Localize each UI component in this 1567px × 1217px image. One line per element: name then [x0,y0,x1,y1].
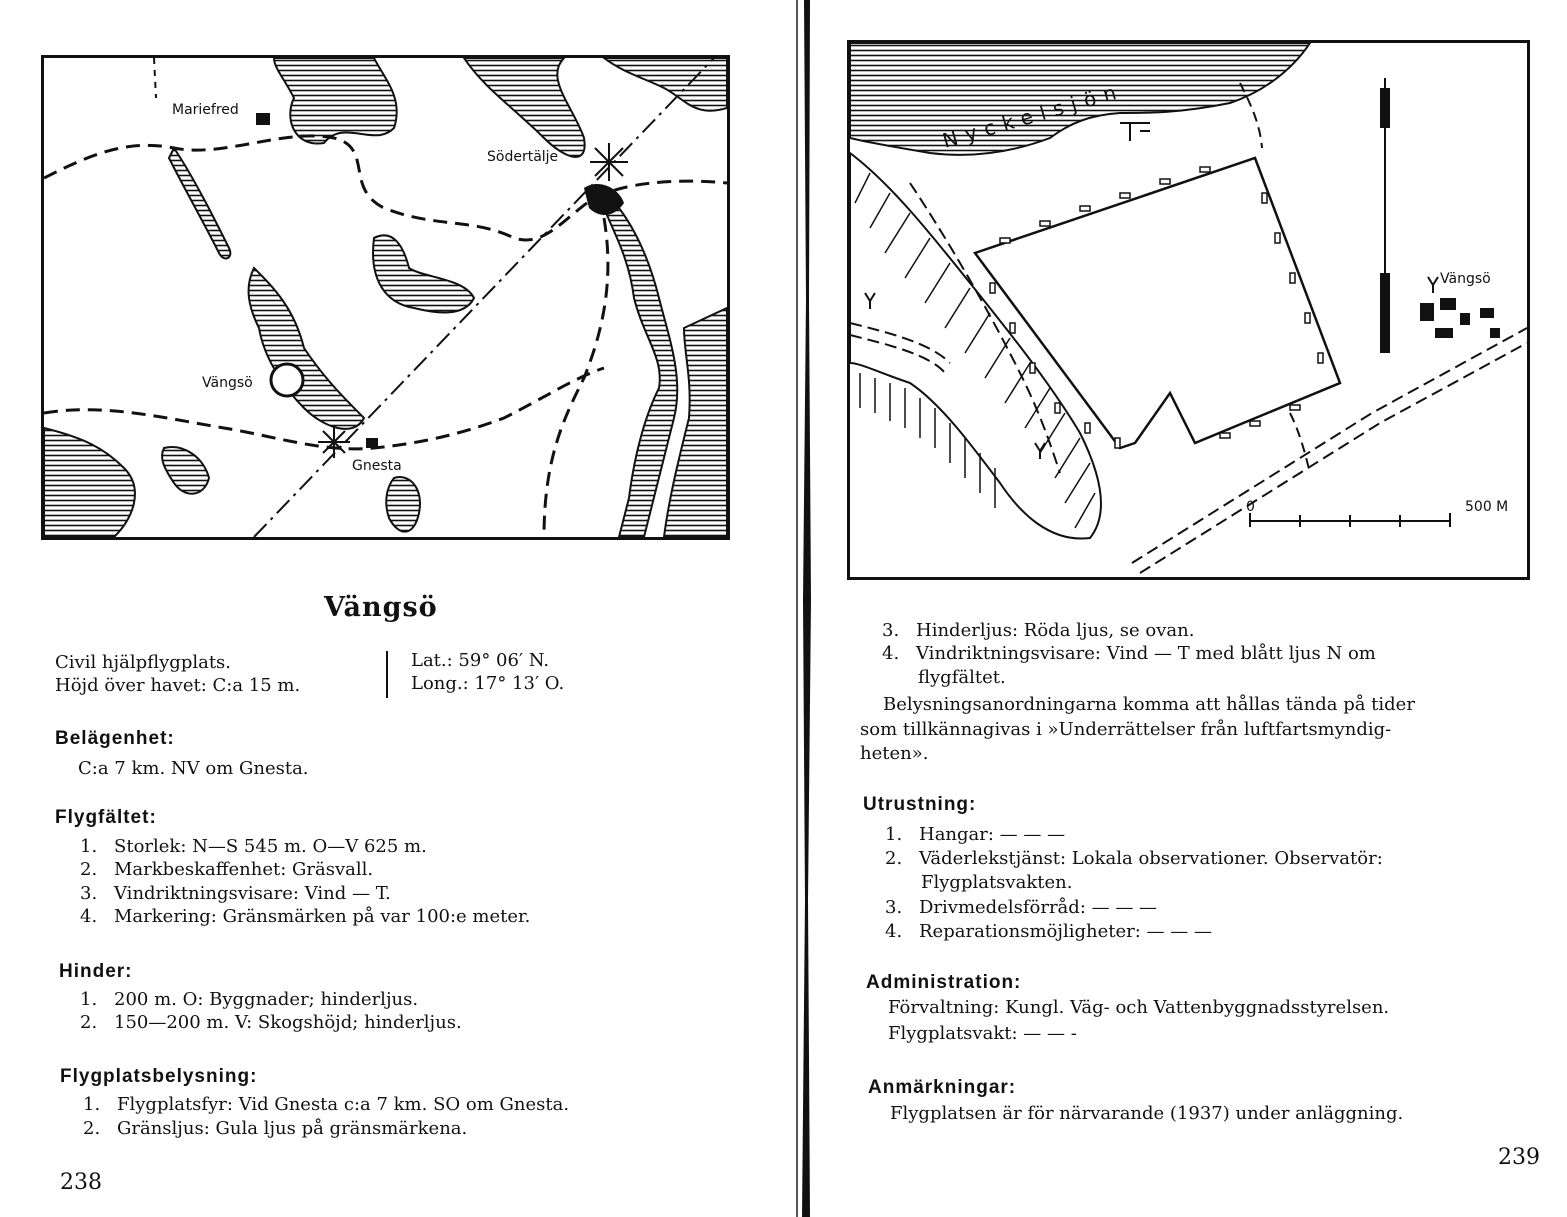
info-type: Civil hjälpflygplats. [55,652,232,673]
anmarkningar-text: Flygplatsen är för närvarande (1937) under anläggning. [890,1103,1404,1124]
item-number: 2. [80,859,98,880]
airfield-map-drawing [850,43,1527,577]
item-text: 150—200 m. V: Skogshöjd; hinderljus. [114,1012,462,1033]
belysning-item [882,620,1194,642]
scale-end-label: 500 M [1465,499,1509,515]
hinder-item [80,989,418,1011]
book-gutter [792,0,822,1217]
hinder-item [80,1012,462,1034]
item-number: 3. [882,620,900,641]
item-number: 1. [80,989,98,1010]
item-number: 1. [885,824,903,845]
item-number: 3. [885,897,903,918]
item-number: 2. [83,1118,101,1139]
belysning-item [882,643,1376,665]
item-text: Flygplatsfyr: Vid Gnesta c:a 7 km. SO om Gnesta. [117,1094,570,1115]
belysning-item4-continuation: flygfältet. [918,667,1006,688]
map-label-sodertalje: Södertälje [487,149,559,165]
item-text: Drivmedelsförråd: — — — [919,897,1158,918]
regional-map-drawing [44,58,727,537]
utrustning-item [885,897,1157,919]
regional-map [41,55,730,540]
item-text: Vindriktningsvisare: Vind — T. [114,883,391,904]
item-number: 4. [885,921,903,942]
heading-anmarkningar: Anmärkningar: [868,1077,1017,1098]
info-altitude: Höjd över havet: C:a 15 m. [55,675,301,696]
map-label-mariefred: Mariefred [172,102,239,118]
heading-utrustning: Utrustning: [863,794,977,815]
flygfaltet-item [80,859,373,881]
heading-belagenhet: Belägenhet: [55,728,175,749]
info-divider [386,651,388,698]
item-text: Gränsljus: Gula ljus på gränsmärkena. [117,1118,468,1139]
item-number: 1. [80,836,98,857]
heading-administration: Administration: [866,972,1022,993]
item-number: 3. [80,883,98,904]
flygfaltet-item [80,906,530,928]
belysning-item [83,1094,569,1116]
map-label-gnesta: Gnesta [352,458,402,474]
page-number-right: 239 [1498,1145,1540,1170]
item-text: Reparationsmöjligheter: — — — [919,921,1212,942]
map-label-nyckelsjon: Nyckelsjön [939,78,1127,153]
map-label-vangso-village: Vängsö [1440,271,1491,287]
scale-zero-label: 0 [1246,499,1255,515]
heading-flygfaltet: Flygfältet: [55,807,157,828]
info-latitude: Lat.: 59° 06′ N. [411,650,550,671]
page-number-left: 238 [60,1170,102,1195]
item-text: Hangar: — — — [919,824,1066,845]
item-number: 2. [80,1012,98,1033]
item-text: Markering: Gränsmärken på var 100:e meter. [114,906,531,927]
belysning-paragraph-line: som tillkännagivas i »Underrättelser från luftfartsmyndig- [860,719,1392,740]
utrustning-item [885,824,1065,846]
heading-flygplatsbelysning: Flygplatsbelysning: [60,1066,258,1087]
item-text: Markbeskaffenhet: Gräsvall. [114,859,374,880]
belysning-paragraph-line: Belysningsanordningarna komma att hållas tända på tider [883,694,1415,715]
item-number: 1. [83,1094,101,1115]
item-text: Hinderljus: Röda ljus, se ovan. [916,620,1195,641]
administration-line: Förvaltning: Kungl. Väg- och Vattenbyggnadsstyrelsen. [888,997,1390,1018]
item-text: Vindriktningsvisare: Vind — T med blått ljus N om [916,643,1376,664]
info-longitude: Long.: 17° 13′ O. [411,673,565,694]
utrustning-item [885,921,1212,943]
page-title: Vängsö [324,592,438,623]
right-page [825,0,1567,1217]
administration-line: Flygplatsvakt: — — - [888,1023,1077,1044]
map-label-vangso: Vängsö [202,375,253,391]
airfield-map [847,40,1530,580]
item-text: Storlek: N—S 545 m. O—V 625 m. [114,836,427,857]
heading-hinder: Hinder: [59,961,133,982]
item-number: 4. [882,643,900,664]
item-number: 4. [80,906,98,927]
item-text: 200 m. O: Byggnader; hinderljus. [114,989,419,1010]
belysning-paragraph-line: heten». [860,743,929,764]
flygfaltet-item [80,836,427,858]
flygfaltet-item [80,883,391,905]
item-text: Väderlekstjänst: Lokala observationer. Observatör: [919,848,1383,869]
utrustning-item [885,848,1383,870]
item-number: 2. [885,848,903,869]
belysning-item [83,1118,467,1140]
belagenhet-text: C:a 7 km. NV om Gnesta. [78,758,309,779]
utrustning-item2-continuation: Flygplatsvakten. [921,872,1073,893]
